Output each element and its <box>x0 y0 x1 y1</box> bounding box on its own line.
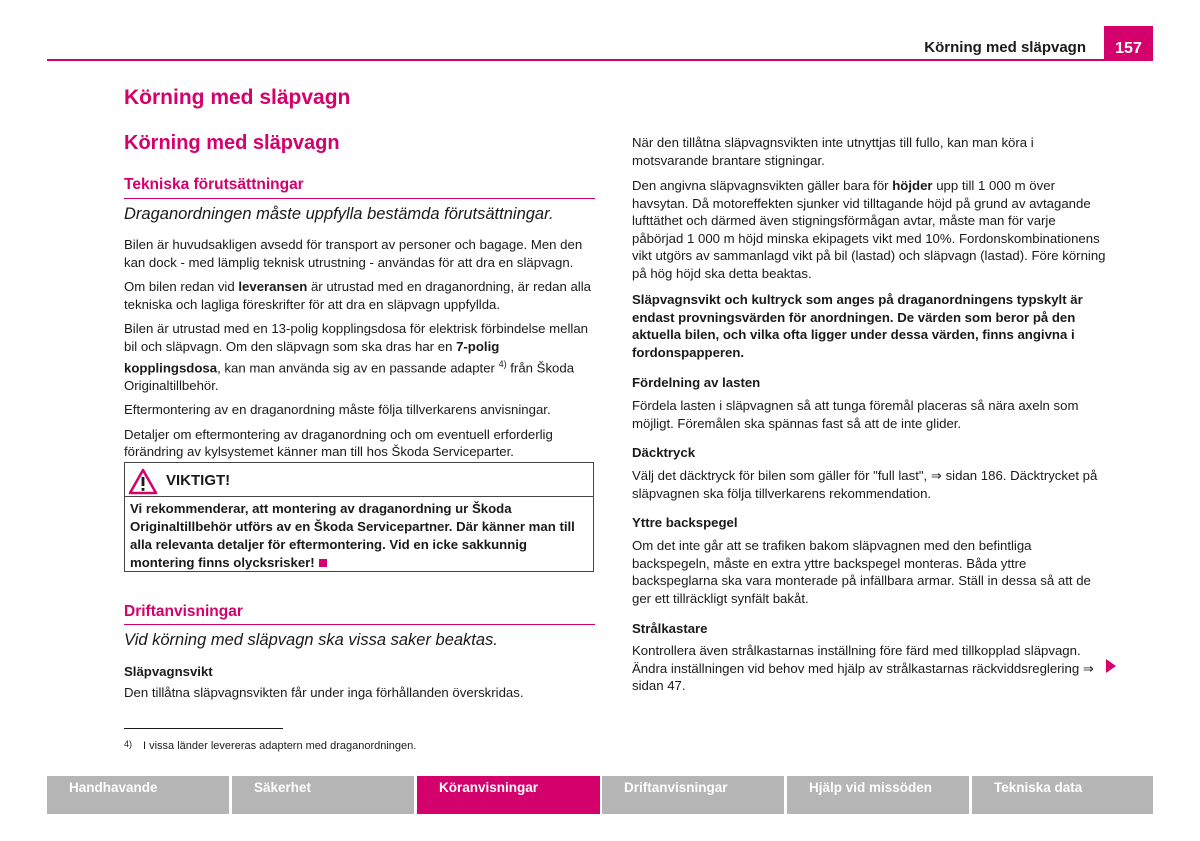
lead-text: Vid körning med släpvagn ska vissa saker beaktas. <box>124 631 498 649</box>
tab-handhavande[interactable]: Handhavande <box>47 776 229 814</box>
bold-text: höjder <box>892 178 933 193</box>
section-title: Körning med släpvagn <box>124 132 340 154</box>
subsection-rule <box>124 198 595 199</box>
end-marker-icon <box>319 559 327 567</box>
body-text-block <box>124 236 594 461</box>
warning-title: VIKTIGT! <box>166 472 231 489</box>
paragraph: När den tillåtna släpvagnsvikten inte utnyttjas till fullo, kan man köra i motsvarande brantare stigningar. <box>632 135 1034 168</box>
paragraph: Kontrollera även strålkastarnas inställning före färd med tillkopplad släpvagn. Ändra inställningen vid behov med hjälp av strålkastarnas räckviddsreglering ⇒ sidan 47. <box>632 643 1094 694</box>
tab-driftanvisningar[interactable]: Driftanvisningar <box>602 776 784 814</box>
bold-paragraph: Släpvagnsvikt och kultryck som anges på draganordningens typskylt är endast provningsvärden för anordningen. De värden som beror på den aktuella bilen, och vilka ofta ligger under dessa värden, finns angivna i fordonspapperen. <box>632 292 1083 360</box>
label-slapvagnsvikt: Släpvagnsvikt <box>124 664 213 679</box>
page-number: 157 <box>1104 26 1153 61</box>
footnote-text: I vissa länder levereras adaptern med draganordningen. <box>143 740 417 752</box>
text-run: Bilen är utrustad med en 13-polig kopplingsdosa för elektrisk förbindelse mellan bil och släpvagn. Om den släpvagn som ska dras har en <box>124 321 589 354</box>
tab-tekniska-data[interactable]: Tekniska data <box>972 776 1153 814</box>
paragraph: Om det inte går att se trafiken bakom släpvagnen med den befintliga backspegeln, måste en extra yttre backspegel monteras. Båda yttre backspeglarna ska vara monterade på infällbara armar. Ställ in dessa så att de ger ett tillräckligt synfält bakåt. <box>632 538 1091 606</box>
paragraph <box>632 177 1108 283</box>
paragraph: Fördela lasten i släpvagnen så att tunga föremål placeras så nära axeln som möjligt. Föremålen ska spännas fast så att de inte glider. <box>632 398 1079 431</box>
label-dacktryck: Däcktryck <box>632 445 696 460</box>
warning-triangle-icon <box>128 468 158 495</box>
tab-hjalp-vid-missoden[interactable]: Hjälp vid missöden <box>787 776 969 814</box>
footnote-reference: 4) <box>498 358 507 369</box>
label-stralkastare: Strålkastare <box>632 621 708 636</box>
running-header: Körning med släpvagn <box>924 39 1086 56</box>
paragraph: Eftermontering av en draganordning måste följa tillverkarens anvisningar. <box>124 402 551 418</box>
subsection-rule <box>124 624 595 625</box>
warning-text <box>130 500 594 572</box>
subsection-heading-driftanvisningar: Driftanvisningar <box>124 603 243 620</box>
text-run: är utrustad med en draganordning, är redan alla tekniska och lagliga föreskrifter för att dra en släpvagn uppfyllda. <box>124 279 591 312</box>
bold-text: 7-polig kopplingsdosa <box>124 338 500 375</box>
tab-koranvisningar[interactable]: Köranvisningar <box>417 776 600 814</box>
text-run: från Škoda Originaltillbehör. <box>124 359 575 393</box>
lead-text: Draganordningen måste uppfylla bestämda förutsättningar. <box>124 205 554 223</box>
footnote-mark: 4) <box>124 739 133 749</box>
text-run: Den angivna släpvagnsvikten gäller bara för <box>632 178 893 193</box>
warning-body: Vi rekommenderar, att montering av draganordning ur Škoda Originaltillbehör utförs av en Škoda Servicepartner. Där känner man till alla relevanta detaljer för eftermontering. Vid en icke sakkunnig montering finns olycksrisker! <box>130 501 575 570</box>
paragraph: Den tillåtna släpvagnsvikten får under inga förhållanden överskridas. <box>124 685 524 700</box>
paragraph: Välj det däcktryck för bilen som gäller för "full last", ⇒ sidan 186. Däcktrycket på släpvagnen ska följa tillverkarens rekommendation. <box>632 468 1098 501</box>
text-run: Om bilen redan vid <box>124 279 239 295</box>
paragraph <box>124 320 594 394</box>
continue-arrow-icon <box>1106 659 1116 673</box>
header-divider <box>47 59 1153 61</box>
subsection-heading-tekniska: Tekniska förutsättningar <box>124 176 304 193</box>
text-run: upp till 1 000 m över havsytan. Då motoreffekten sjunker vid tilltagande höjd på grund av avtagande lufttäthet och därmed även stigningsförmågan avtar, måste man för varje påbörjad 1 000 m höjd minska ekipagets vikt med 10%. Fordonskombinationens vikt utgörs av sammanlagd vikt på bil (lastad) och släpvagn (lastad). Före körning på hög höjd ska detta beaktas. <box>632 178 1106 281</box>
label-fordelning: Fördelning av lasten <box>632 375 761 390</box>
paragraph: Bilen är huvudsakligen avsedd för transport av personer och bagage. Men den kan dock - med lämplig teknisk utrustning - användas för att dra en släpvagn. <box>124 237 583 270</box>
label-backspegel: Yttre backspegel <box>632 515 738 530</box>
footnote-rule <box>124 728 283 729</box>
paragraph: Detaljer om eftermontering av draganordning och om eventuell erforderlig förändring av kylsystemet känner man till hos Škoda Serviceparter. <box>124 426 553 460</box>
tab-sakerhet[interactable]: Säkerhet <box>232 776 414 814</box>
chapter-title: Körning med släpvagn <box>124 86 351 109</box>
text-run: , kan man använda sig av en passande adapter <box>217 359 499 375</box>
bold-text: leveransen <box>238 279 308 295</box>
paragraph <box>124 278 594 313</box>
